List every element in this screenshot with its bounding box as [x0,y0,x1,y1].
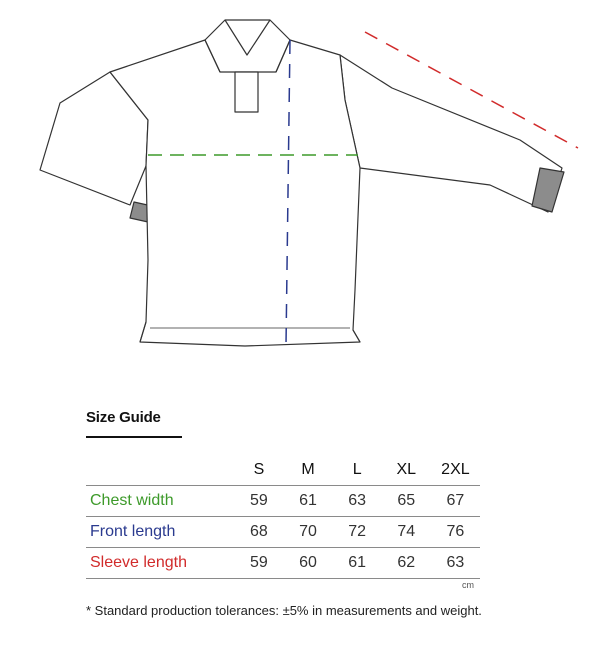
row-label-chest-width: Chest width [86,486,234,517]
collar [205,20,290,72]
table-cell: 65 [382,486,431,517]
table-cell: 62 [382,548,431,579]
table-cell: 63 [431,548,480,579]
row-label-front-length: Front length [86,517,234,548]
size-header-row [86,455,480,486]
table-cell: 72 [333,517,382,548]
table-cell: 67 [431,486,480,517]
table-cell: 59 [234,548,283,579]
size-header: XL [382,455,431,486]
table-row [86,548,480,579]
size-guide-title: Size Guide [86,409,161,426]
table-cell: 60 [283,548,332,579]
table-row [86,486,480,517]
table-cell: 76 [431,517,480,548]
placket [235,72,258,112]
size-table [86,455,480,579]
size-header: S [234,455,283,486]
tolerance-note: * Standard production tolerances: ±5% in measurements and weight. [86,603,482,618]
size-header: M [283,455,332,486]
table-cell: 59 [234,486,283,517]
table-cell: 61 [283,486,332,517]
unit-label: cm [462,580,474,590]
table-cell: 70 [283,517,332,548]
table-cell: 61 [333,548,382,579]
title-underline [86,436,182,438]
size-header: L [333,455,382,486]
table-row [86,517,480,548]
size-header: 2XL [431,455,480,486]
row-label-sleeve-length: Sleeve length [86,548,234,579]
header-blank [86,455,234,486]
table-cell: 68 [234,517,283,548]
table-cell: 63 [333,486,382,517]
table-cell: 74 [382,517,431,548]
